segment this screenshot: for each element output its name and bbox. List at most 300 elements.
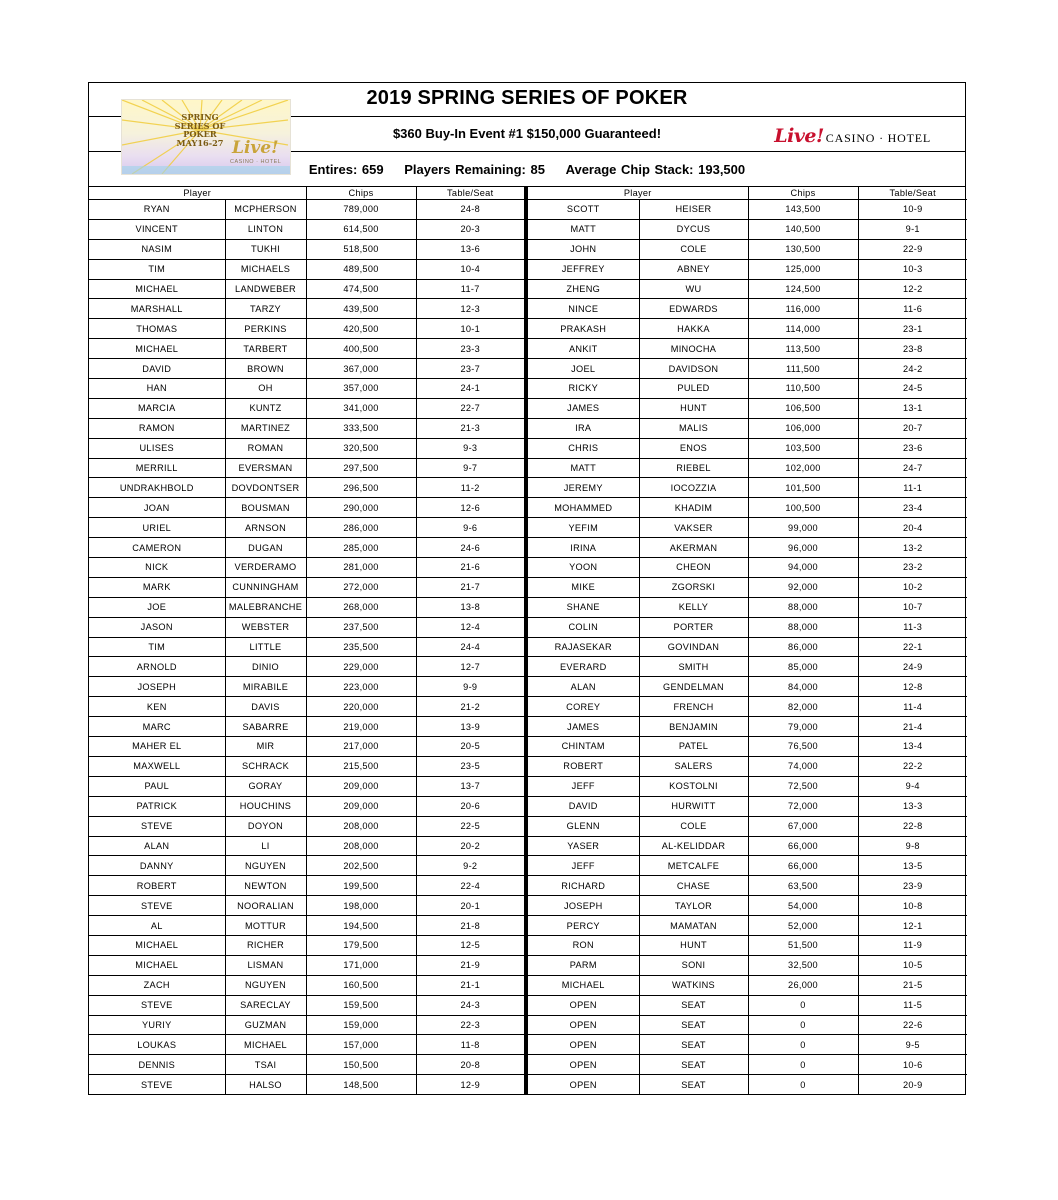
right-last-name: PORTER <box>639 617 748 637</box>
left-table-seat: 21-7 <box>416 577 526 597</box>
left-first-name: NICK <box>89 558 225 578</box>
right-chips: 94,000 <box>748 558 858 578</box>
right-first-name: PERCY <box>526 916 639 936</box>
right-table-seat: 10-5 <box>858 955 967 975</box>
right-table-seat: 21-5 <box>858 975 967 995</box>
right-first-name: ZHENG <box>526 279 639 299</box>
left-chips: 199,500 <box>306 876 416 896</box>
left-first-name: MERRILL <box>89 458 225 478</box>
right-table-seat: 23-4 <box>858 498 967 518</box>
right-table-seat: 22-6 <box>858 1015 967 1035</box>
right-table-seat: 10-3 <box>858 259 967 279</box>
table-row <box>89 677 967 697</box>
right-table-seat: 23-8 <box>858 339 967 359</box>
right-table-seat: 12-1 <box>858 916 967 936</box>
right-chips: 51,500 <box>748 935 858 955</box>
right-last-name: KELLY <box>639 597 748 617</box>
right-last-name: MINOCHA <box>639 339 748 359</box>
right-chips: 72,500 <box>748 776 858 796</box>
left-table-seat: 22-4 <box>416 876 526 896</box>
left-last-name: DINIO <box>225 657 306 677</box>
right-table-seat: 20-7 <box>858 418 967 438</box>
right-first-name: JAMES <box>526 398 639 418</box>
left-table-seat: 11-8 <box>416 1035 526 1055</box>
left-table-seat: 24-8 <box>416 200 526 220</box>
right-first-name: JEFF <box>526 776 639 796</box>
left-first-name: ZACH <box>89 975 225 995</box>
table-row <box>89 657 967 677</box>
left-table-seat: 22-5 <box>416 816 526 836</box>
right-last-name: SMITH <box>639 657 748 677</box>
left-chips: 223,000 <box>306 677 416 697</box>
right-last-name: HUNT <box>639 935 748 955</box>
right-table-seat: 12-2 <box>858 279 967 299</box>
right-last-name: COLE <box>639 816 748 836</box>
event-subtitle: $360 Buy-In Event #1 $150,000 Guaranteed! <box>392 126 662 141</box>
table-row <box>89 577 967 597</box>
left-first-name: TIM <box>89 637 225 657</box>
left-chips: 208,000 <box>306 816 416 836</box>
table-row <box>89 597 967 617</box>
left-last-name: LANDWEBER <box>225 279 306 299</box>
table-row <box>89 239 967 259</box>
table-row <box>89 816 967 836</box>
left-table-seat: 12-4 <box>416 617 526 637</box>
right-chips: 88,000 <box>748 597 858 617</box>
right-last-name: ENOS <box>639 438 748 458</box>
left-chips: 614,500 <box>306 219 416 239</box>
right-chips: 79,000 <box>748 717 858 737</box>
left-last-name: KUNTZ <box>225 398 306 418</box>
right-table-seat: 21-4 <box>858 717 967 737</box>
left-chips: 160,500 <box>306 975 416 995</box>
left-last-name: GORAY <box>225 776 306 796</box>
left-table-seat: 12-3 <box>416 299 526 319</box>
left-table-seat: 20-2 <box>416 836 526 856</box>
table-row <box>89 259 967 279</box>
right-first-name: SHANE <box>526 597 639 617</box>
right-chips: 114,000 <box>748 319 858 339</box>
right-table-seat: 13-2 <box>858 538 967 558</box>
left-last-name: NOORALIAN <box>225 896 306 916</box>
left-table-seat: 20-8 <box>416 1055 526 1075</box>
left-chips: 489,500 <box>306 259 416 279</box>
left-chips: 202,500 <box>306 856 416 876</box>
left-last-name: NEWTON <box>225 876 306 896</box>
right-chips: 63,500 <box>748 876 858 896</box>
left-first-name: RYAN <box>89 200 225 220</box>
right-table-seat: 20-9 <box>858 1075 967 1094</box>
left-table-seat: 20-5 <box>416 737 526 757</box>
right-last-name: FRENCH <box>639 697 748 717</box>
table-row <box>89 219 967 239</box>
left-chips: 208,000 <box>306 836 416 856</box>
left-first-name: ARNOLD <box>89 657 225 677</box>
right-first-name: RICKY <box>526 379 639 399</box>
right-last-name: GENDELMAN <box>639 677 748 697</box>
table-row <box>89 518 967 538</box>
left-first-name: ALAN <box>89 836 225 856</box>
left-last-name: LINTON <box>225 219 306 239</box>
right-first-name: IRA <box>526 418 639 438</box>
right-chips: 116,000 <box>748 299 858 319</box>
left-last-name: MICHAEL <box>225 1035 306 1055</box>
left-table-seat: 21-9 <box>416 955 526 975</box>
left-last-name: MARTINEZ <box>225 418 306 438</box>
right-last-name: VAKSER <box>639 518 748 538</box>
entries-count: Entires: 659 <box>308 162 384 177</box>
left-last-name: TARZY <box>225 299 306 319</box>
right-chips: 113,500 <box>748 339 858 359</box>
right-chips: 0 <box>748 1075 858 1094</box>
left-first-name: MICHAEL <box>89 955 225 975</box>
left-first-name: MARK <box>89 577 225 597</box>
right-chips: 0 <box>748 995 858 1015</box>
left-last-name: NGUYEN <box>225 856 306 876</box>
left-last-name: MALEBRANCHE <box>225 597 306 617</box>
table-row <box>89 916 967 936</box>
right-first-name: MATT <box>526 219 639 239</box>
left-first-name: MARC <box>89 717 225 737</box>
right-first-name: JOEL <box>526 359 639 379</box>
left-table-seat: 9-7 <box>416 458 526 478</box>
left-table-seat: 20-6 <box>416 796 526 816</box>
left-chips: 157,000 <box>306 1035 416 1055</box>
right-chips: 66,000 <box>748 836 858 856</box>
table-row <box>89 637 967 657</box>
right-first-name: OPEN <box>526 995 639 1015</box>
right-last-name: SEAT <box>639 1015 748 1035</box>
left-table-seat: 11-2 <box>416 478 526 498</box>
left-first-name: KEN <box>89 697 225 717</box>
left-table-seat: 13-8 <box>416 597 526 617</box>
right-last-name: DYCUS <box>639 219 748 239</box>
table-row <box>89 319 967 339</box>
left-table-seat: 10-1 <box>416 319 526 339</box>
right-last-name: SEAT <box>639 995 748 1015</box>
right-last-name: IOCOZZIA <box>639 478 748 498</box>
right-last-name: SALERS <box>639 756 748 776</box>
right-first-name: EVERARD <box>526 657 639 677</box>
left-first-name: MICHAEL <box>89 339 225 359</box>
left-first-name: ROBERT <box>89 876 225 896</box>
left-chips: 341,000 <box>306 398 416 418</box>
left-first-name: STEVE <box>89 816 225 836</box>
right-table-seat: 11-3 <box>858 617 967 637</box>
right-first-name: JAMES <box>526 717 639 737</box>
right-table-seat: 22-2 <box>858 756 967 776</box>
left-last-name: HOUCHINS <box>225 796 306 816</box>
right-chips: 67,000 <box>748 816 858 836</box>
right-chips: 111,500 <box>748 359 858 379</box>
table-row <box>89 935 967 955</box>
left-chips: 229,000 <box>306 657 416 677</box>
right-table-seat: 9-1 <box>858 219 967 239</box>
right-first-name: ANKIT <box>526 339 639 359</box>
table-row <box>89 538 967 558</box>
table-row <box>89 1055 967 1075</box>
right-table-seat: 10-8 <box>858 896 967 916</box>
right-first-name: CHINTAM <box>526 737 639 757</box>
table-row <box>89 975 967 995</box>
right-last-name: AKERMAN <box>639 538 748 558</box>
right-chips: 140,500 <box>748 219 858 239</box>
table-row <box>89 836 967 856</box>
left-table-seat: 12-9 <box>416 1075 526 1094</box>
left-first-name: LOUKAS <box>89 1035 225 1055</box>
table-row <box>89 359 967 379</box>
left-table-seat: 21-3 <box>416 418 526 438</box>
table-row <box>89 1015 967 1035</box>
table-row <box>89 398 967 418</box>
right-first-name: YOON <box>526 558 639 578</box>
right-first-name: MICHAEL <box>526 975 639 995</box>
left-last-name: PERKINS <box>225 319 306 339</box>
right-first-name: YEFIM <box>526 518 639 538</box>
left-first-name: JOE <box>89 597 225 617</box>
left-last-name: SABARRE <box>225 717 306 737</box>
left-chips: 217,000 <box>306 737 416 757</box>
right-chips: 82,000 <box>748 697 858 717</box>
logo-live-text: Live! <box>774 125 824 147</box>
right-last-name: WATKINS <box>639 975 748 995</box>
table-row <box>89 299 967 319</box>
left-chips: 400,500 <box>306 339 416 359</box>
left-first-name: CAMERON <box>89 538 225 558</box>
left-first-name: MAXWELL <box>89 756 225 776</box>
right-table-seat: 11-9 <box>858 935 967 955</box>
left-table-seat: 24-3 <box>416 995 526 1015</box>
average-chip-stack: Average Chip Stack: 193,500 <box>565 162 746 177</box>
left-last-name: MICHAELS <box>225 259 306 279</box>
left-first-name: YURIY <box>89 1015 225 1035</box>
left-first-name: MICHAEL <box>89 279 225 299</box>
left-table-seat: 22-3 <box>416 1015 526 1035</box>
left-first-name: PATRICK <box>89 796 225 816</box>
right-chips: 99,000 <box>748 518 858 538</box>
left-table-seat: 23-3 <box>416 339 526 359</box>
left-chips: 333,500 <box>306 418 416 438</box>
right-chips: 66,000 <box>748 856 858 876</box>
logo-casino-small: CASINO · HOTEL <box>230 159 282 165</box>
header-chips-right: Chips <box>748 187 858 200</box>
left-chips: 789,000 <box>306 200 416 220</box>
table-row <box>89 200 967 220</box>
left-table-seat: 23-7 <box>416 359 526 379</box>
right-last-name: ZGORSKI <box>639 577 748 597</box>
right-table-seat: 23-9 <box>858 876 967 896</box>
right-first-name: IRINA <box>526 538 639 558</box>
table-row <box>89 279 967 299</box>
left-chips: 215,500 <box>306 756 416 776</box>
right-last-name: ABNEY <box>639 259 748 279</box>
table-row <box>89 697 967 717</box>
table-row <box>89 737 967 757</box>
right-table-seat: 12-8 <box>858 677 967 697</box>
left-chips: 268,000 <box>306 597 416 617</box>
table-row <box>89 717 967 737</box>
left-chips: 290,000 <box>306 498 416 518</box>
right-last-name: KHADIM <box>639 498 748 518</box>
left-last-name: MOTTUR <box>225 916 306 936</box>
left-chips: 235,500 <box>306 637 416 657</box>
right-last-name: BENJAMIN <box>639 717 748 737</box>
right-first-name: JEFF <box>526 856 639 876</box>
right-last-name: KOSTOLNI <box>639 776 748 796</box>
left-last-name: DUGAN <box>225 538 306 558</box>
right-first-name: OPEN <box>526 1055 639 1075</box>
right-last-name: COLE <box>639 239 748 259</box>
right-chips: 130,500 <box>748 239 858 259</box>
right-chips: 0 <box>748 1035 858 1055</box>
left-first-name: THOMAS <box>89 319 225 339</box>
right-chips: 32,500 <box>748 955 858 975</box>
table-row <box>89 379 967 399</box>
right-last-name: SEAT <box>639 1035 748 1055</box>
right-chips: 106,500 <box>748 398 858 418</box>
right-table-seat: 13-5 <box>858 856 967 876</box>
left-first-name: STEVE <box>89 896 225 916</box>
right-table-seat: 23-6 <box>858 438 967 458</box>
right-last-name: METCALFE <box>639 856 748 876</box>
left-table-seat: 20-1 <box>416 896 526 916</box>
left-table-seat: 9-3 <box>416 438 526 458</box>
left-chips: 209,000 <box>306 796 416 816</box>
left-last-name: MIRABILE <box>225 677 306 697</box>
right-last-name: CHASE <box>639 876 748 896</box>
left-first-name: DANNY <box>89 856 225 876</box>
left-last-name: CUNNINGHAM <box>225 577 306 597</box>
right-table-seat: 10-2 <box>858 577 967 597</box>
left-last-name: MCPHERSON <box>225 200 306 220</box>
left-table-seat: 13-6 <box>416 239 526 259</box>
right-last-name: TAYLOR <box>639 896 748 916</box>
left-last-name: WEBSTER <box>225 617 306 637</box>
right-first-name: MATT <box>526 458 639 478</box>
right-table-seat: 13-1 <box>858 398 967 418</box>
right-first-name: JEFFREY <box>526 259 639 279</box>
left-table-seat: 23-5 <box>416 756 526 776</box>
left-table-seat: 21-8 <box>416 916 526 936</box>
left-last-name: VERDERAMO <box>225 558 306 578</box>
header-chips-left: Chips <box>306 187 416 200</box>
players-remaining: Players Remaining: 85 <box>404 162 545 177</box>
table-row <box>89 1075 967 1094</box>
left-last-name: SCHRACK <box>225 756 306 776</box>
right-last-name: RIEBEL <box>639 458 748 478</box>
right-table-seat: 24-2 <box>858 359 967 379</box>
right-last-name: HUNT <box>639 398 748 418</box>
right-chips: 143,500 <box>748 200 858 220</box>
right-table-seat: 23-1 <box>858 319 967 339</box>
right-chips: 103,500 <box>748 438 858 458</box>
table-row <box>89 458 967 478</box>
right-table-seat: 13-4 <box>858 737 967 757</box>
left-last-name: ROMAN <box>225 438 306 458</box>
left-chips: 219,000 <box>306 717 416 737</box>
right-chips: 92,000 <box>748 577 858 597</box>
table-row <box>89 498 967 518</box>
right-first-name: JEREMY <box>526 478 639 498</box>
table-row <box>89 558 967 578</box>
left-chips: 320,500 <box>306 438 416 458</box>
left-first-name: JOAN <box>89 498 225 518</box>
right-table-seat: 10-7 <box>858 597 967 617</box>
right-table-seat: 23-2 <box>858 558 967 578</box>
left-first-name: URIEL <box>89 518 225 538</box>
left-chips: 518,500 <box>306 239 416 259</box>
table-row <box>89 339 967 359</box>
left-first-name: MICHAEL <box>89 935 225 955</box>
left-first-name: HAN <box>89 379 225 399</box>
left-chips: 148,500 <box>306 1075 416 1094</box>
right-last-name: MAMATAN <box>639 916 748 936</box>
chip-count-sheet <box>88 82 966 1095</box>
left-table-seat: 20-3 <box>416 219 526 239</box>
right-table-seat: 11-4 <box>858 697 967 717</box>
right-first-name: RICHARD <box>526 876 639 896</box>
right-first-name: OPEN <box>526 1015 639 1035</box>
left-table-seat: 12-5 <box>416 935 526 955</box>
right-chips: 76,500 <box>748 737 858 757</box>
table-row <box>89 796 967 816</box>
table-row <box>89 756 967 776</box>
right-chips: 0 <box>748 1055 858 1075</box>
right-last-name: HAKKA <box>639 319 748 339</box>
right-chips: 54,000 <box>748 896 858 916</box>
right-table-seat: 22-9 <box>858 239 967 259</box>
right-table-seat: 22-1 <box>858 637 967 657</box>
right-table-seat: 9-4 <box>858 776 967 796</box>
table-row <box>89 995 967 1015</box>
right-chips: 124,500 <box>748 279 858 299</box>
right-last-name: EDWARDS <box>639 299 748 319</box>
table-row <box>89 955 967 975</box>
left-table-seat: 24-6 <box>416 538 526 558</box>
right-last-name: DAVIDSON <box>639 359 748 379</box>
left-first-name: VINCENT <box>89 219 225 239</box>
left-chips: 159,500 <box>306 995 416 1015</box>
left-chips: 296,500 <box>306 478 416 498</box>
logo-live-small: Live! <box>232 138 279 158</box>
left-last-name: EVERSMAN <box>225 458 306 478</box>
right-table-seat: 11-6 <box>858 299 967 319</box>
left-first-name: RAMON <box>89 418 225 438</box>
left-last-name: DOVDONTSER <box>225 478 306 498</box>
left-chips: 179,500 <box>306 935 416 955</box>
left-table-seat: 12-6 <box>416 498 526 518</box>
right-first-name: OPEN <box>526 1075 639 1094</box>
left-chips: 286,000 <box>306 518 416 538</box>
left-last-name: HALSO <box>225 1075 306 1094</box>
left-chips: 297,500 <box>306 458 416 478</box>
left-last-name: TSAI <box>225 1055 306 1075</box>
right-first-name: RAJASEKAR <box>526 637 639 657</box>
right-first-name: JOHN <box>526 239 639 259</box>
right-last-name: PULED <box>639 379 748 399</box>
right-first-name: NINCE <box>526 299 639 319</box>
left-last-name: ARNSON <box>225 518 306 538</box>
right-last-name: SEAT <box>639 1075 748 1094</box>
left-last-name: SARECLAY <box>225 995 306 1015</box>
left-chips: 209,000 <box>306 776 416 796</box>
left-table-seat: 11-7 <box>416 279 526 299</box>
right-first-name: OPEN <box>526 1035 639 1055</box>
right-first-name: YASER <box>526 836 639 856</box>
right-first-name: ROBERT <box>526 756 639 776</box>
table-row <box>89 876 967 896</box>
left-table-seat: 21-1 <box>416 975 526 995</box>
